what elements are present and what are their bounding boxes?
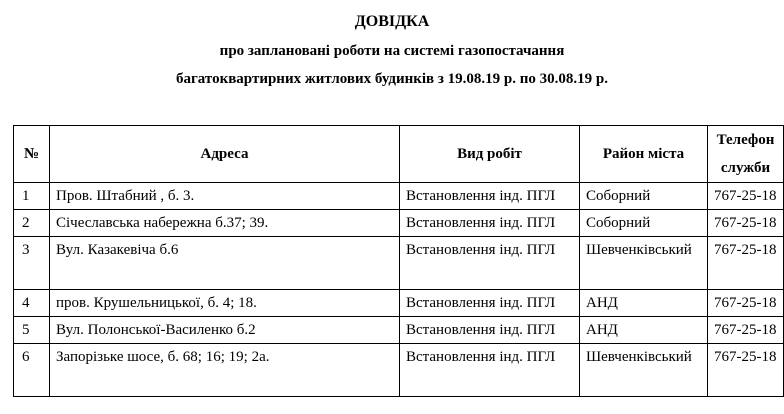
table-row bbox=[14, 344, 784, 397]
cell-district: Шевченківський bbox=[580, 344, 708, 397]
cell-address: Січеславська набережна б.37; 39. bbox=[50, 210, 400, 237]
cell-phone: 767-25-18 bbox=[708, 210, 784, 237]
header-phone-line-1: Телефон bbox=[716, 132, 775, 148]
header-phone bbox=[708, 126, 784, 183]
cell-address: Вул. Полонської-Василенко б.2 bbox=[50, 317, 400, 344]
cell-address: пров. Крушельницької, б. 4; 18. bbox=[50, 290, 400, 317]
cell-num: 5 bbox=[14, 317, 50, 344]
cell-district: Соборний bbox=[580, 183, 708, 210]
header-work-type: Вид робіт bbox=[400, 126, 580, 183]
cell-work-type: Встановлення інд. ПГЛ bbox=[400, 344, 580, 397]
table-row bbox=[14, 183, 784, 210]
cell-work-type: Встановлення інд. ПГЛ bbox=[400, 210, 580, 237]
cell-work-type: Встановлення інд. ПГЛ bbox=[400, 183, 580, 210]
cell-phone: 767-25-18 bbox=[708, 237, 784, 290]
table-row bbox=[14, 290, 784, 317]
cell-num: 3 bbox=[14, 237, 50, 290]
document-subtitle-line-1: про заплановані роботи на системі газопостачання bbox=[219, 43, 565, 59]
cell-work-type: Встановлення інд. ПГЛ bbox=[400, 237, 580, 290]
works-table bbox=[13, 125, 784, 397]
document-title: ДОВІДКА bbox=[354, 13, 430, 30]
cell-district: Шевченківський bbox=[580, 237, 708, 290]
cell-num: 4 bbox=[14, 290, 50, 317]
header-num: № bbox=[14, 126, 50, 183]
header-address: Адреса bbox=[50, 126, 400, 183]
table-header-row bbox=[14, 126, 784, 183]
cell-address: Пров. Штабний , б. 3. bbox=[50, 183, 400, 210]
cell-work-type: Встановлення інд. ПГЛ bbox=[400, 317, 580, 344]
table-row bbox=[14, 210, 784, 237]
cell-district: АНД bbox=[580, 290, 708, 317]
cell-num: 6 bbox=[14, 344, 50, 397]
cell-phone: 767-25-18 bbox=[708, 290, 784, 317]
cell-address: Вул. Казакевіча б.6 bbox=[50, 237, 400, 290]
cell-phone: 767-25-18 bbox=[708, 317, 784, 344]
cell-phone: 767-25-18 bbox=[708, 183, 784, 210]
cell-phone: 767-25-18 bbox=[708, 344, 784, 397]
cell-num: 2 bbox=[14, 210, 50, 237]
table-row bbox=[14, 317, 784, 344]
header-district: Район міста bbox=[580, 126, 708, 183]
cell-district: Соборний bbox=[580, 210, 708, 237]
cell-work-type: Встановлення інд. ПГЛ bbox=[400, 290, 580, 317]
cell-num: 1 bbox=[14, 183, 50, 210]
table-row bbox=[14, 237, 784, 290]
cell-district: АНД bbox=[580, 317, 708, 344]
header-phone-line-2: служби bbox=[720, 160, 771, 176]
cell-address: Запорізьке шосе, б. 68; 16; 19; 2а. bbox=[50, 344, 400, 397]
document-subtitle-line-2: багатоквартирних житлових будинків з 19.08.19 р. по 30.08.19 р. bbox=[175, 71, 609, 87]
